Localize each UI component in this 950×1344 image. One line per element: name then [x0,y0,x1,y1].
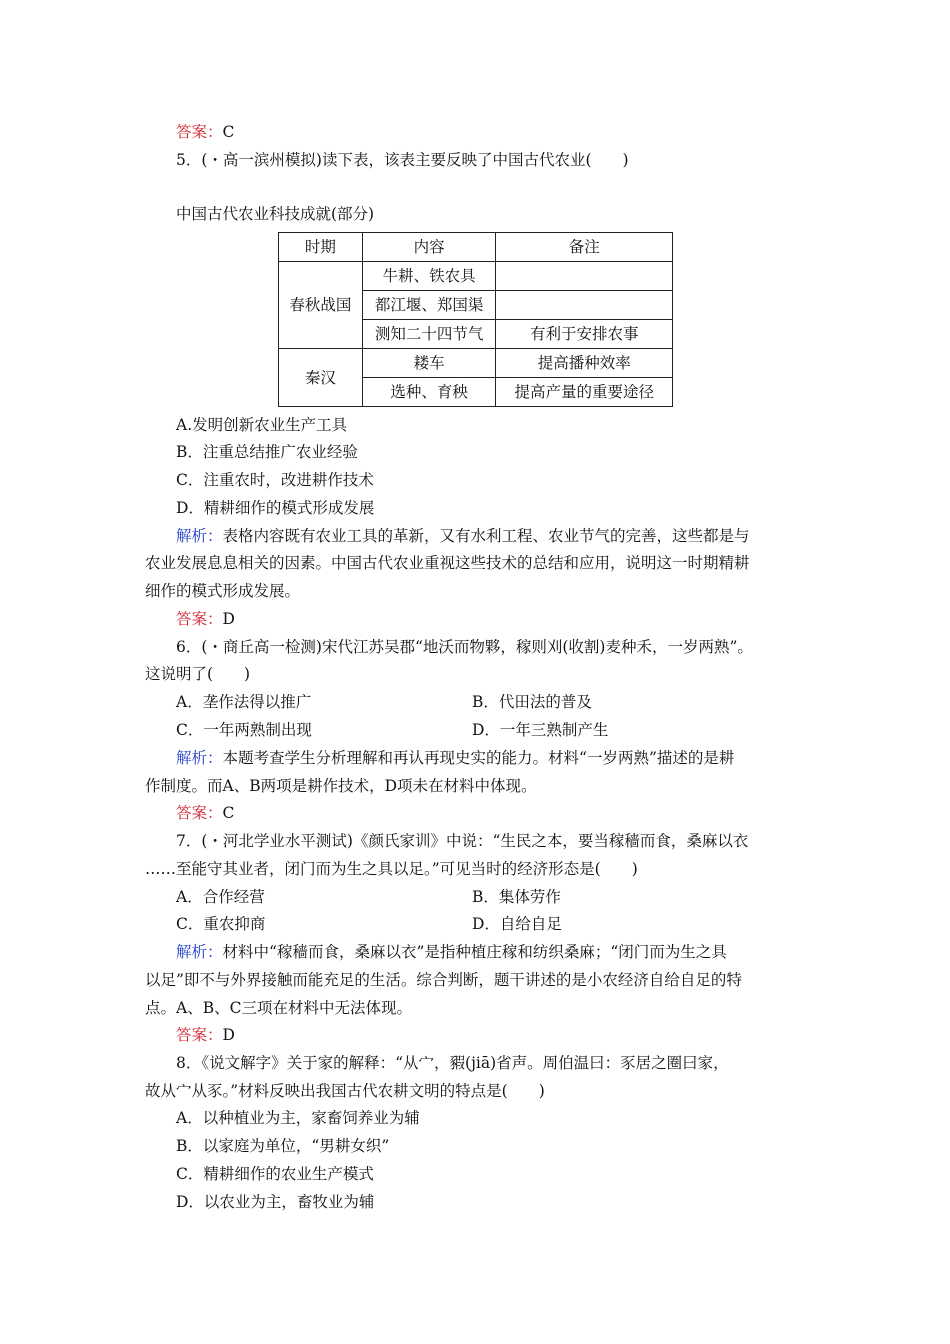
answer-label: 答案： [176,1026,223,1044]
content-cell: 选种、育秧 [362,378,496,407]
note-cell: 提高播种效率 [496,349,673,378]
option-c: C．一年两熟制出现 [176,721,312,739]
analysis-text: 作制度。而A、B两项是耕作技术，D项未在材料中体现。 [145,777,537,795]
option-d: D．一年三熟制产生 [472,721,609,739]
q7-options-row1 [176,887,896,907]
answer-value: C [222,804,235,822]
content-cell: 测知二十四节气 [362,320,496,349]
option-b: B．注重总结推广农业经验 [176,443,358,461]
option-b: B．以家庭为单位，“男耕女织” [176,1137,390,1155]
period-cell: 春秋战国 [279,262,363,349]
q6-options-row1 [176,692,896,712]
table-header-cell: 内容 [362,233,496,262]
q5-answer [176,609,235,629]
analysis-text: 表格内容既有农业工具的革新，又有水利工程、农业节气的完善，这些都是与 [222,527,750,545]
analysis-label: 解析： [176,749,223,767]
table-caption: 中国古代农业科技成就(部分) [176,205,375,223]
q7-options-row2 [176,914,896,934]
q7-analysis [176,942,727,962]
table-row [279,262,673,291]
table-header-cell: 备注 [496,233,673,262]
q8-stem-cont: 故从宀从豕。”材料反映出我国古代农耕文明的特点是( ) [145,1082,545,1100]
analysis-text: 细作的模式形成发展。 [145,582,301,600]
q6-stem: 6．(・商丘高一检测)宋代江苏吴郡“地沃而物夥，稼则刈(收割)麦种禾，一岁两熟”。 [176,638,753,656]
analysis-label: 解析： [176,527,223,545]
option-d: D．精耕细作的模式形成发展 [176,499,375,517]
table-header-cell: 时期 [279,233,363,262]
q7-stem-cont: ……至能守其业者，闭门而为生之具以足。”可见当时的经济形态是( ) [145,860,638,878]
note-cell [496,291,673,320]
agriculture-table [278,232,673,407]
table-header-row [279,233,673,262]
q7-stem: 7．(・河北学业水平测试)《颜氏家训》中说：“生民之本，要当稼穑而食，桑麻以衣 [176,832,749,850]
answer-value: D [222,610,235,628]
q8-stem: 8．《说文解字》关于家的解释：“从宀，豭(jiā)省声。周伯温曰：豕居之圈曰家， [176,1054,729,1072]
option-d: D．自给自足 [472,915,562,933]
option-c: C．重农抑商 [176,915,266,933]
option-a: A．合作经营 [176,888,265,906]
note-cell: 有利于安排农事 [496,320,673,349]
option-b: B．代田法的普及 [472,693,592,711]
period-cell: 秦汉 [279,349,363,407]
q6-options-row2 [176,720,896,740]
q4-answer [176,122,234,142]
option-a: A．垄作法得以推广 [176,693,312,711]
q5-stem: 5．(・高一滨州模拟)读下表，该表主要反映了中国古代农业( ) [176,151,629,169]
table-row [279,349,673,378]
q6-answer [176,803,234,823]
answer-label: 答案： [176,123,223,141]
option-a: A.发明创新农业生产工具 [176,416,348,434]
answer-label: 答案： [176,804,223,822]
option-c: C．注重农时，改进耕作技术 [176,471,374,489]
answer-value: C [222,123,235,141]
analysis-text: 点。A、B、C三项在材料中无法体现。 [145,999,412,1017]
q6-stem-cont: 这说明了( ) [145,665,251,683]
content-cell: 都江堰、郑国渠 [362,291,496,320]
q7-answer [176,1025,235,1045]
content-cell: 耧车 [362,349,496,378]
option-c: C．精耕细作的农业生产模式 [176,1165,374,1183]
note-cell: 提高产量的重要途径 [496,378,673,407]
option-d: D．以农业为主，畜牧业为辅 [176,1193,375,1211]
q6-analysis [176,748,734,768]
option-b: B．集体劳作 [472,888,561,906]
answer-value: D [222,1026,235,1044]
answer-label: 答案： [176,610,223,628]
option-a: A．以种植业为主，家畜饲养业为辅 [176,1109,420,1127]
note-cell [496,262,673,291]
analysis-text: 本题考查学生分析理解和再认再现史实的能力。材料“一岁两熟”描述的是耕 [222,749,735,767]
q5-analysis [176,526,750,546]
analysis-text: 农业发展息息相关的因素。中国古代农业重视这些技术的总结和应用，说明这一时期精耕 [145,554,750,572]
content-cell: 牛耕、铁农具 [362,262,496,291]
analysis-label: 解析： [176,943,223,961]
analysis-text: 材料中“稼穑而食，桑麻以衣”是指种植庄稼和纺织桑麻；“闭门而为生之具 [222,943,727,961]
analysis-text: 以足”即不与外界接触而能充足的生活。综合判断，题干讲述的是小农经济自给自足的特 [145,971,742,989]
